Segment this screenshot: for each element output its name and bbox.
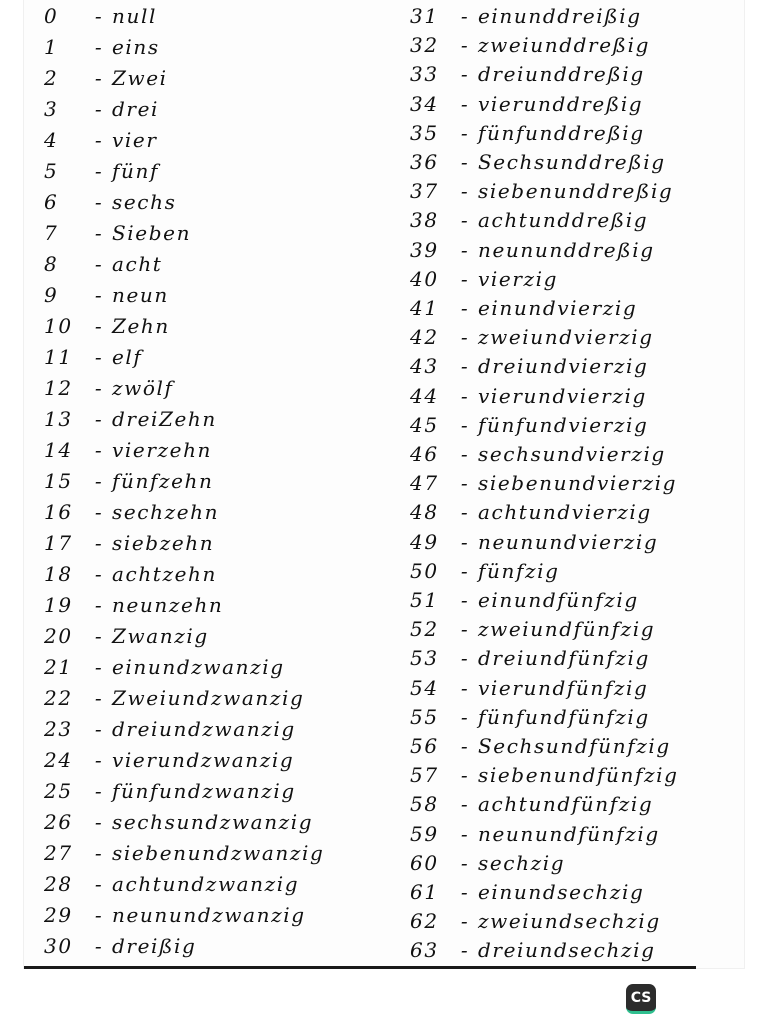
number-digit: 31 [410,4,439,28]
number-word: vier [112,128,158,152]
number-digit: 43 [410,354,439,379]
number-digit: 2 [44,66,59,90]
dash-separator: - [94,97,104,121]
number-word: Sieben [112,221,192,245]
number-entry [44,438,212,462]
dash-separator: - [94,159,104,183]
number-entry [410,150,666,174]
number-entry [44,469,214,493]
number-word: acht [112,252,163,276]
number-word: fünfundfünfzig [478,704,650,729]
number-digit: 39 [410,237,439,262]
number-digit: 1 [44,35,59,59]
number-digit: 3 [44,97,59,121]
number-word: einunddreißig [478,4,642,28]
dash-separator: - [460,588,470,612]
dash-separator: - [460,62,470,87]
number-word: fünfzig [478,558,560,583]
dash-separator: - [94,531,104,555]
number-digit: 57 [410,763,439,788]
dash-separator: - [94,748,104,772]
number-entry [410,530,658,554]
number-digit: 61 [410,880,439,904]
dash-separator: - [460,266,470,291]
dash-separator: - [94,686,104,710]
number-digit: 55 [410,704,439,729]
dash-separator: - [460,675,470,700]
dash-separator: - [460,237,470,262]
number-word: achtundvierzig [478,500,652,525]
number-entry [410,909,661,933]
camscanner-logo-icon [626,984,656,1014]
dash-separator: - [94,593,104,617]
number-word: zwölf [112,376,174,400]
number-digit: 46 [410,442,439,466]
dash-separator: - [460,909,470,934]
number-entry [44,655,285,679]
number-word: achtunddreßig [478,208,649,233]
number-digit: 26 [44,810,73,834]
number-digit: 45 [410,412,439,437]
logo-label: CS [630,990,652,1006]
number-digit: 52 [410,617,439,642]
number-word: einundzwanzig [112,655,285,679]
number-word: siebenundfünfzig [478,763,679,788]
number-entry [410,617,655,641]
number-word: sechzig [478,850,566,875]
number-digit: 19 [44,593,73,617]
number-word: siebenundzwanzig [112,841,325,865]
number-word: zweiundfünfzig [478,617,656,642]
number-word: Zweiundzwanzig [112,686,305,710]
number-entry [44,376,174,400]
number-word: Zehn [112,314,170,338]
dash-separator: - [94,903,104,927]
number-entry [410,384,647,408]
number-digit: 21 [44,655,73,679]
number-word: dreiundvierzig [478,354,649,379]
dash-separator: - [460,412,470,437]
number-entry [44,66,168,90]
dash-separator: - [460,383,470,408]
number-word: fünfundzwanzig [112,779,296,803]
dash-separator: - [94,624,104,648]
number-entry [44,190,176,214]
number-digit: 18 [44,562,73,586]
dash-separator: - [94,872,104,896]
number-digit: 50 [410,558,439,583]
dash-separator: - [94,128,104,152]
number-digit: 36 [410,150,439,174]
number-digit: 53 [410,646,439,671]
dash-separator: - [94,562,104,586]
dash-separator: - [460,646,470,671]
number-digit: 23 [44,717,73,741]
dash-separator: - [460,150,470,174]
number-entry [410,62,645,86]
number-word: neunzehn [112,593,224,617]
number-word: einundfünfzig [478,588,639,612]
number-entry [44,283,169,307]
dash-separator: - [460,850,470,875]
number-word: sechs [112,190,177,214]
number-digit: 15 [44,469,73,493]
number-entry [44,35,160,59]
number-entry [410,121,645,145]
number-entry [44,531,214,555]
number-word: achtundfünfzig [478,792,654,817]
dash-separator: - [460,325,470,350]
number-entry [44,872,299,896]
number-entry [44,841,324,865]
number-digit: 7 [44,221,59,245]
number-digit: 44 [410,383,439,408]
number-digit: 29 [44,903,73,927]
number-word: siebenunddreßig [478,179,674,204]
number-digit: 16 [44,500,73,524]
number-entry [44,314,170,338]
number-digit: 28 [44,872,73,896]
number-digit: 17 [44,531,73,555]
dash-separator: - [460,704,470,729]
number-word: einundvierzig [478,296,638,320]
number-word: fünfundvierzig [478,412,649,437]
number-digit: 48 [410,500,439,525]
dash-separator: - [94,810,104,834]
number-entry [44,686,304,710]
number-digit: 49 [410,529,439,554]
number-digit: 24 [44,748,73,772]
dash-separator: - [460,792,470,817]
number-word: vierzehn [112,438,213,462]
number-word: vierundfünfzig [478,675,649,700]
number-digit: 8 [44,252,59,276]
number-word: sechsundzwanzig [112,810,314,834]
dash-separator: - [94,934,104,958]
number-entry [44,624,209,648]
number-word: neun [112,283,169,307]
number-digit: 58 [410,792,439,817]
number-entry [44,252,162,276]
number-word: Zwei [112,66,168,90]
number-word: siebenundvierzig [478,471,678,496]
dash-separator: - [94,407,104,431]
number-word: achtundzwanzig [112,872,300,896]
number-word: Sechsundfünfzig [478,734,671,758]
number-word: vierzig [478,266,559,291]
dash-separator: - [94,345,104,369]
number-entry [44,748,294,772]
dash-separator: - [460,617,470,642]
dash-separator: - [460,33,470,58]
number-word: dreiundsechzig [478,938,656,963]
number-word: neununddreßig [478,237,655,262]
number-entry [410,296,637,320]
number-entry [44,4,157,28]
number-word: dreißig [112,934,197,958]
number-word: sechsundvierzig [478,442,666,466]
number-digit: 35 [410,120,439,145]
dash-separator: - [94,438,104,462]
number-word: neunundzwanzig [112,903,306,927]
number-entry [410,792,653,816]
dash-separator: - [460,471,470,496]
number-digit: 9 [44,283,59,307]
number-entry [44,779,296,803]
dash-separator: - [460,91,470,116]
number-entry [410,238,655,262]
dash-separator: - [94,35,104,59]
number-entry [410,267,558,291]
number-digit: 42 [410,325,439,350]
dash-separator: - [460,500,470,525]
number-digit: 34 [410,91,439,116]
dash-separator: - [460,296,470,320]
number-word: zweiundvierzig [478,325,654,350]
number-word: sechzehn [112,500,220,524]
number-digit: 14 [44,438,73,462]
number-entry [44,345,142,369]
number-digit: 56 [410,734,439,758]
number-entry [410,4,642,28]
number-digit: 30 [44,934,73,958]
dash-separator: - [460,938,470,963]
number-word: vierundzwanzig [112,748,295,772]
number-word: Sechsunddreßig [478,150,666,174]
dash-separator: - [460,558,470,583]
number-entry [44,903,306,927]
dash-separator: - [460,734,470,758]
number-digit: 62 [410,909,439,934]
number-entry [44,221,191,245]
number-entry [410,822,660,846]
number-digit: 63 [410,938,439,963]
number-entry [44,159,159,183]
dash-separator: - [94,655,104,679]
number-digit: 5 [44,159,59,183]
number-digit: 60 [410,850,439,875]
dash-separator: - [460,442,470,466]
number-word: dreiundzwanzig [112,717,296,741]
number-word: neunundfünfzig [478,821,660,846]
dash-separator: - [94,4,104,28]
number-digit: 38 [410,208,439,233]
number-entry [410,33,650,57]
number-entry [44,934,196,958]
number-entry [410,763,678,787]
dash-separator: - [94,283,104,307]
number-word: zweiunddreßig [478,33,651,58]
number-entry [44,562,217,586]
number-entry [410,208,648,232]
number-word: vierunddreßig [478,91,644,116]
number-entry [44,128,158,152]
number-entry [410,646,650,670]
number-word: zweiundsechzig [478,909,661,934]
number-digit: 27 [44,841,73,865]
dash-separator: - [460,179,470,204]
number-digit: 22 [44,686,73,710]
number-entry [410,734,671,758]
number-entry [44,407,217,431]
number-entry [410,705,650,729]
number-word: fünfunddreßig [478,120,645,145]
number-entry [410,559,560,583]
number-digit: 33 [410,62,439,87]
dash-separator: - [460,354,470,379]
dash-separator: - [94,190,104,214]
dash-separator: - [94,221,104,245]
number-entry [410,354,648,378]
dash-separator: - [94,717,104,741]
dash-separator: - [94,376,104,400]
number-digit: 47 [410,471,439,496]
number-word: einundsechzig [478,880,645,904]
number-entry [410,92,643,116]
number-digit: 25 [44,779,73,803]
number-digit: 13 [44,407,73,431]
number-entry [410,938,655,962]
number-entry [410,676,648,700]
number-entry [410,471,677,495]
number-digit: 12 [44,376,73,400]
number-entry [44,97,159,121]
number-entry [44,717,296,741]
number-digit: 51 [410,588,439,612]
number-word: neunundvierzig [478,529,659,554]
dash-separator: - [94,841,104,865]
number-entry [44,810,313,834]
number-entry [410,851,565,875]
number-entry [410,588,639,612]
number-digit: 41 [410,296,439,320]
number-digit: 32 [410,33,439,58]
number-word: elf [112,345,143,369]
dash-separator: - [460,880,470,904]
number-digit: 54 [410,675,439,700]
number-word: dreiunddreßig [478,62,645,87]
number-word: achtzehn [112,562,217,586]
number-digit: 20 [44,624,73,648]
dash-separator: - [94,66,104,90]
number-digit: 40 [410,266,439,291]
number-word: null [112,4,157,28]
number-digit: 6 [44,190,59,214]
number-digit: 0 [44,4,59,28]
number-entry [44,593,223,617]
number-digit: 4 [44,128,59,152]
number-entry [410,179,673,203]
page-bottom-edge [24,966,696,969]
number-entry [410,325,654,349]
number-entry [410,500,652,524]
number-entry [410,880,644,904]
dash-separator: - [94,314,104,338]
dash-separator: - [94,252,104,276]
dash-separator: - [460,763,470,788]
number-digit: 11 [44,345,73,369]
dash-separator: - [460,120,470,145]
dash-separator: - [94,779,104,803]
dash-separator: - [460,4,470,28]
number-digit: 10 [44,314,73,338]
number-word: dreiZehn [112,407,217,431]
dash-separator: - [460,529,470,554]
dash-separator: - [94,469,104,493]
dash-separator: - [460,208,470,233]
number-word: siebzehn [112,531,215,555]
number-word: drei [112,97,159,121]
number-word: Zwanzig [112,624,209,648]
number-digit: 59 [410,821,439,846]
number-word: fünf [112,159,159,183]
number-word: vierundvierzig [478,383,647,408]
number-entry [44,500,219,524]
number-word: eins [112,35,160,59]
number-word: dreiundfünfzig [478,646,650,671]
number-digit: 37 [410,179,439,204]
number-entry [410,413,648,437]
number-word: fünfzehn [112,469,214,493]
number-entry [410,442,666,466]
dash-separator: - [94,500,104,524]
dash-separator: - [460,821,470,846]
